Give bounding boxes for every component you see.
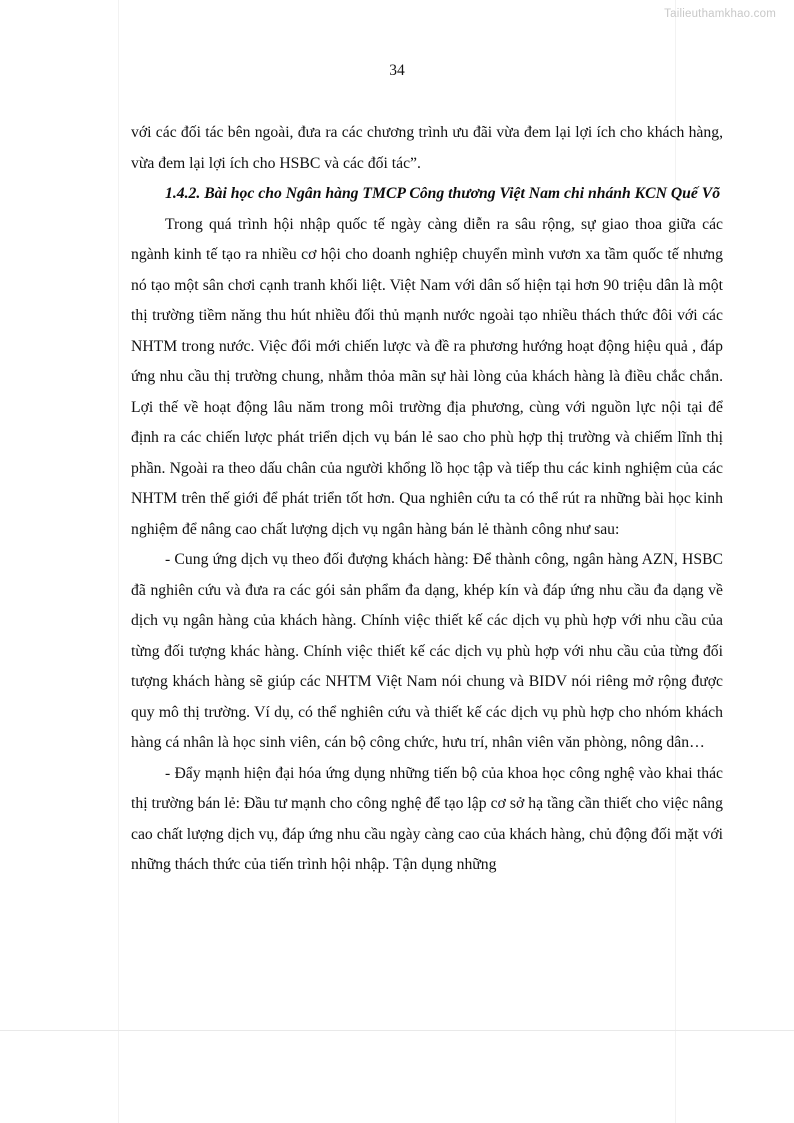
bullet-item-2: - Đẩy mạnh hiện đại hóa ứng dụng những tiến bộ của khoa học công nghệ vào khai thác thị trường bán lẻ: Đầu tư mạnh cho công nghệ để tạo lập cơ sở hạ tầng cần thiết cho việc nâng cao chất lượng dịch vụ, đáp ứng nhu cầu ngày càng cao của khách hàng, chủ động đối mặt với những thách thức của tiến trình hội nhập. Tận dụng những (131, 764, 723, 873)
bullet-item-1: - Cung ứng dịch vụ theo đối đượng khách hàng: Để thành công, ngân hàng AZN, HSBC đã nghiên cứu và đưa ra các gói sản phẩm đa dạng, khép kín và đáp ứng nhu cầu đa dạng về dịch vụ ngân hàng của khách hàng. Chính việc thiết kế các dịch vụ phù hợp với nhu cầu của từng đối tượng khác hàng. Chính việc thiết kế các dịch vụ phù hợp với nhu cầu của từng đối tượng khách hàng sẽ giúp các NHTM Việt Nam nói chung và BIDV nói riêng mở rộng được quy mô thị trường. Ví dụ, có thể nghiên cứu và thiết kế các dịch vụ phù hợp cho nhóm khách hàng cá nhân là học sinh viên, cán bộ công chức, hưu trí, nhân viên văn phòng, nông dân… (131, 551, 723, 751)
page-number: 34 (389, 62, 405, 79)
paragraph-intro: Trong quá trình hội nhập quốc tế ngày càng diễn ra sâu rộng, sự giao thoa giữa các ngành kinh tế tạo ra nhiều cơ hội cho doanh nghiệp chuyển mình vươn xa tầm quốc tế nhưng nó tạo một sân chơi cạnh tranh khối liệt. Việt Nam với dân số hiện tại hơn 90 triệu dân là một thị trường tiềm năng thu hút nhiều đối thủ mạnh nước ngoài tạo nhiều thách thức đôi với các NHTM trong nước. Việc đổi mới chiến lược và đề ra phương hướng hoạt động hiệu quả , đáp ứng nhu cầu thị trường chung, nhằm thỏa mãn sự hài lòng của khách hàng là điều chắc chắn. Lợi thế về hoạt động lâu năm trong môi trường địa phương, cùng với nguồn lực nội tại để định ra các chiến lược phát triển dịch vụ bán lẻ sao cho phù hợp thị trường và chiếm lĩnh thị phần. Ngoài ra theo dấu chân của người khổng lồ học tập và tiếp thu các kinh nghiệm của các NHTM trên thế giới để phát triển tốt hơn. Qua nghiên cứu ta có thể rút ra những bài học kinh nghiệm để nâng cao chất lượng dịch vụ ngân hàng bán lẻ thành công như sau: (131, 215, 723, 538)
section-heading-1-4-2: 1.4.2. Bài học cho Ngân hàng TMCP Công thương Việt Nam chi nhánh KCN Quế Võ (165, 185, 721, 202)
page-left-edge (118, 0, 119, 1123)
document-body (131, 118, 723, 881)
paragraph-continued: với các đối tác bên ngoài, đưa ra các chương trình ưu đãi vừa đem lại lợi ích cho khách hàng, vừa đem lại lợi ích cho HSBC và các đối tác”. (131, 124, 723, 172)
page-bottom-divider (0, 1030, 794, 1031)
watermark-text: Tailieuthamkhao.com (664, 8, 776, 20)
